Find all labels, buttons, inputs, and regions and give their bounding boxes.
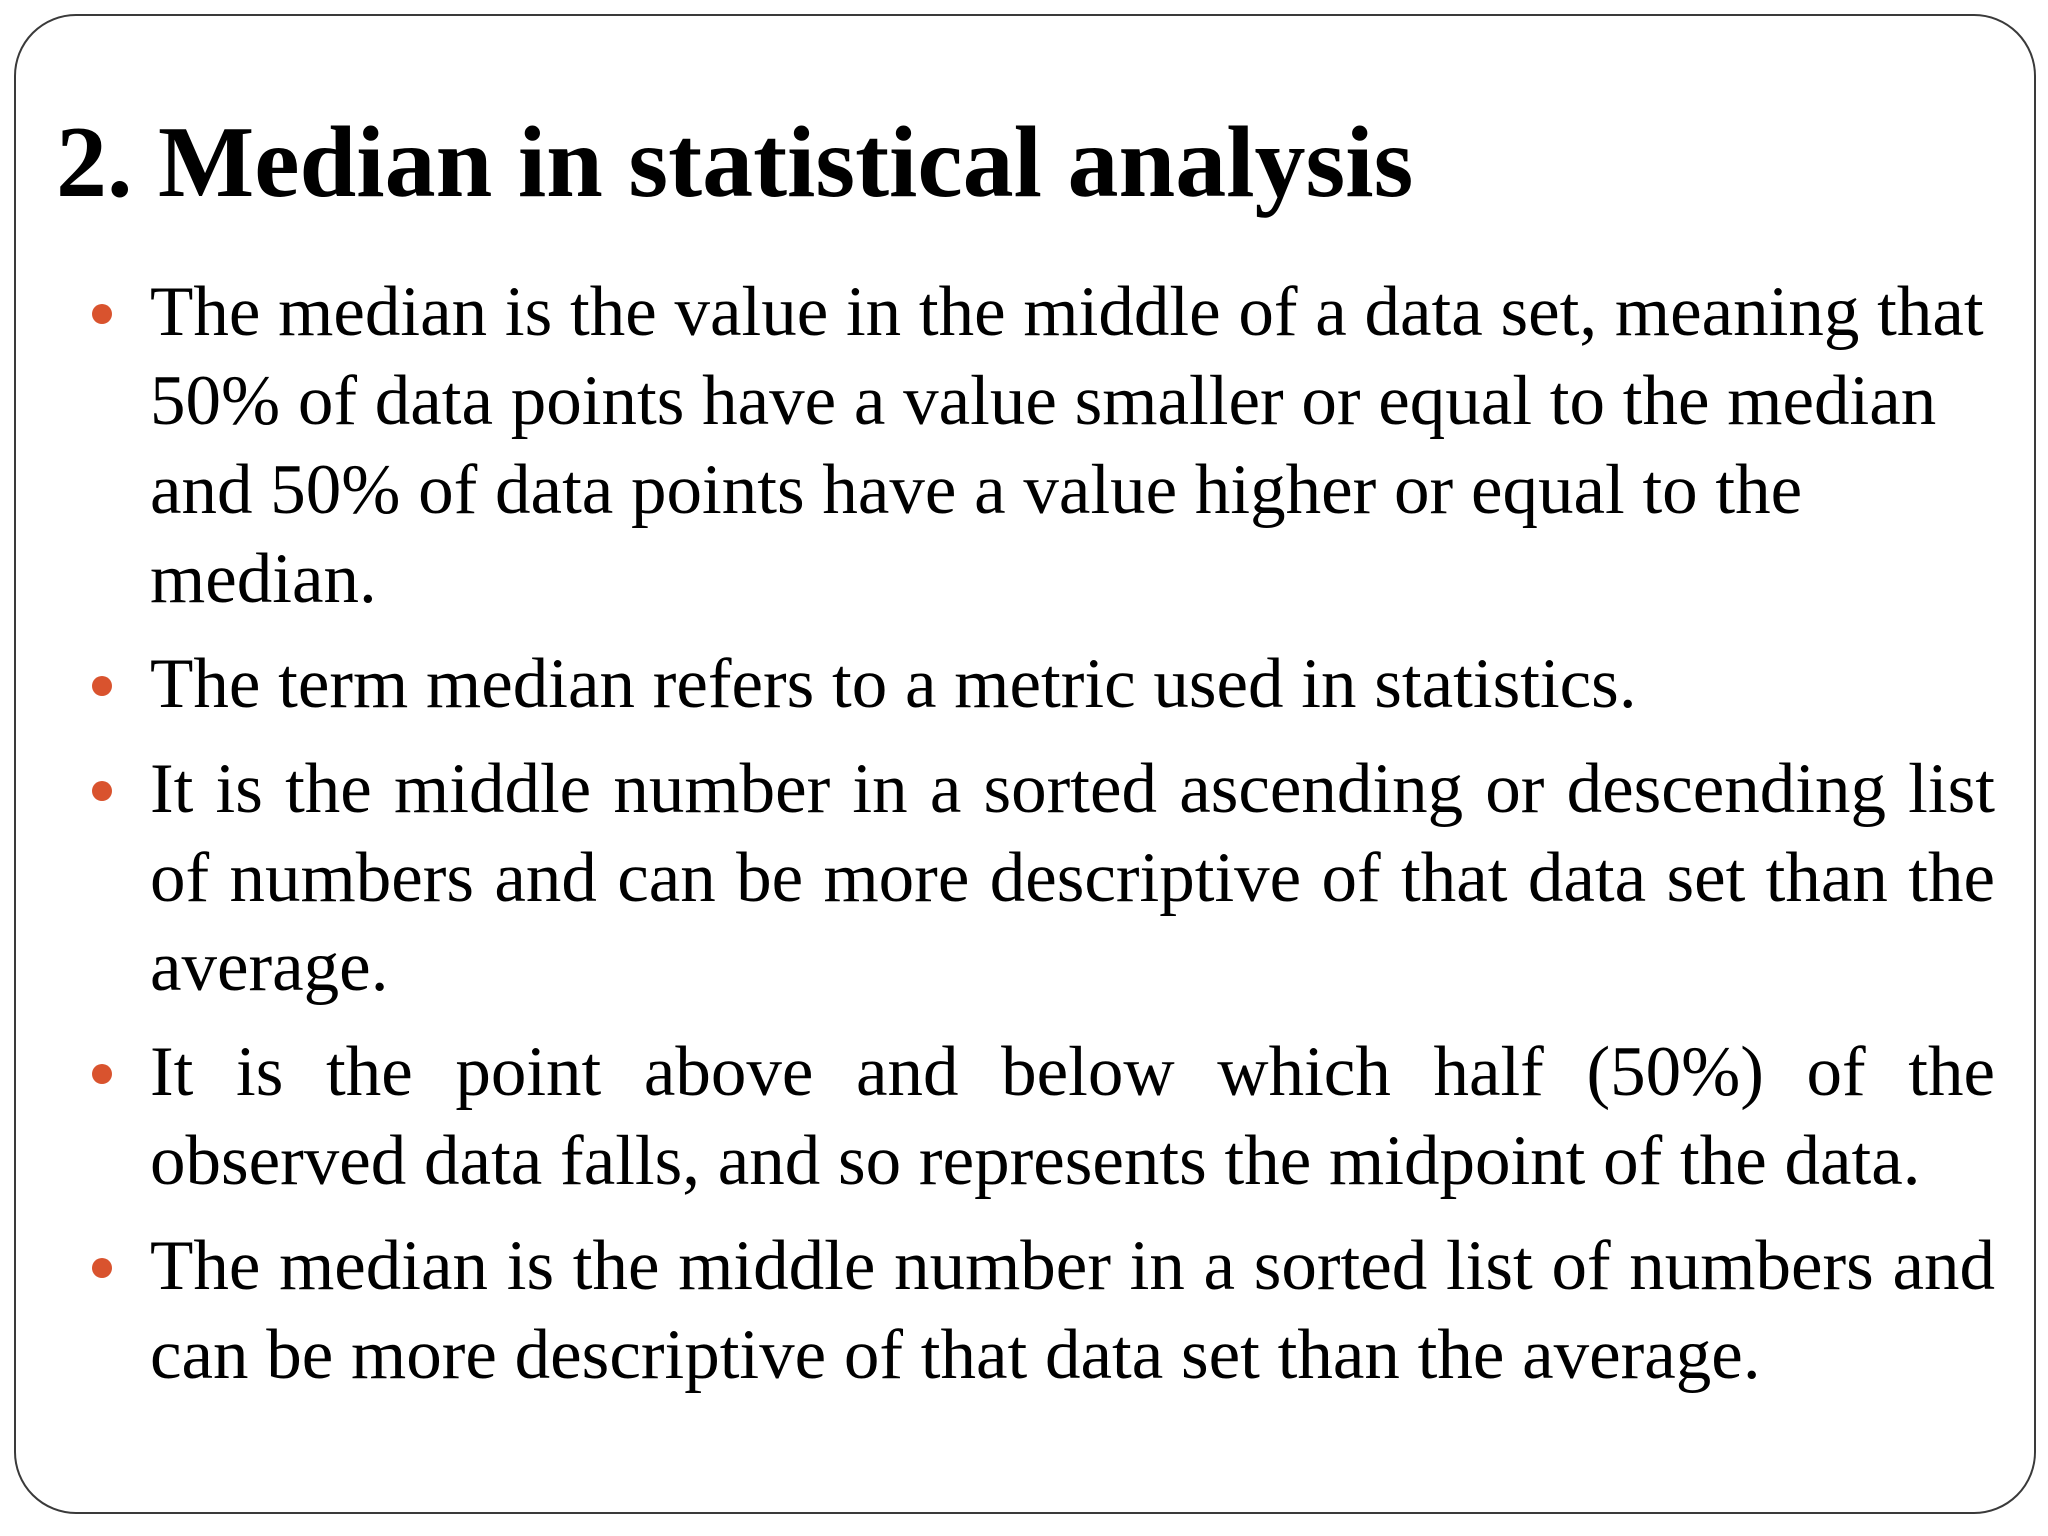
bullet-item-middle-number bbox=[150, 745, 1995, 1012]
bullet-text: It is the middle number in a sorted ascending or descending list of numbers and can be more descriptive of that data set than the average. bbox=[150, 750, 1995, 1006]
bullet-item-median-term bbox=[150, 640, 1995, 729]
bullet-dot-icon bbox=[92, 781, 112, 801]
bullet-text: It is the point above and below which half (50%) of the observed data falls, and so represents the midpoint of the data. bbox=[150, 1033, 1995, 1200]
bullet-text: The term median refers to a metric used in statistics. bbox=[150, 645, 1637, 723]
bullet-text: The median is the value in the middle of a data set, meaning that 50% of data points have a value smaller or equal to the median and 50% of data points have a value higher or equal to the median. bbox=[150, 273, 1984, 618]
bullet-dot-icon bbox=[92, 304, 112, 324]
bullet-dot-icon bbox=[92, 1064, 112, 1084]
bullet-item-sorted-list bbox=[150, 1222, 1995, 1400]
bullet-item-median-definition bbox=[150, 268, 1995, 624]
bullet-list bbox=[150, 268, 1995, 1416]
slide-frame bbox=[14, 14, 2036, 1514]
slide-title: 2. Median in statistical analysis bbox=[56, 106, 1414, 219]
bullet-text: The median is the middle number in a sorted list of numbers and can be more descriptive of that data set than the average. bbox=[150, 1227, 1995, 1394]
bullet-dot-icon bbox=[92, 1258, 112, 1278]
bullet-dot-icon bbox=[92, 676, 112, 696]
bullet-item-midpoint bbox=[150, 1028, 1995, 1206]
